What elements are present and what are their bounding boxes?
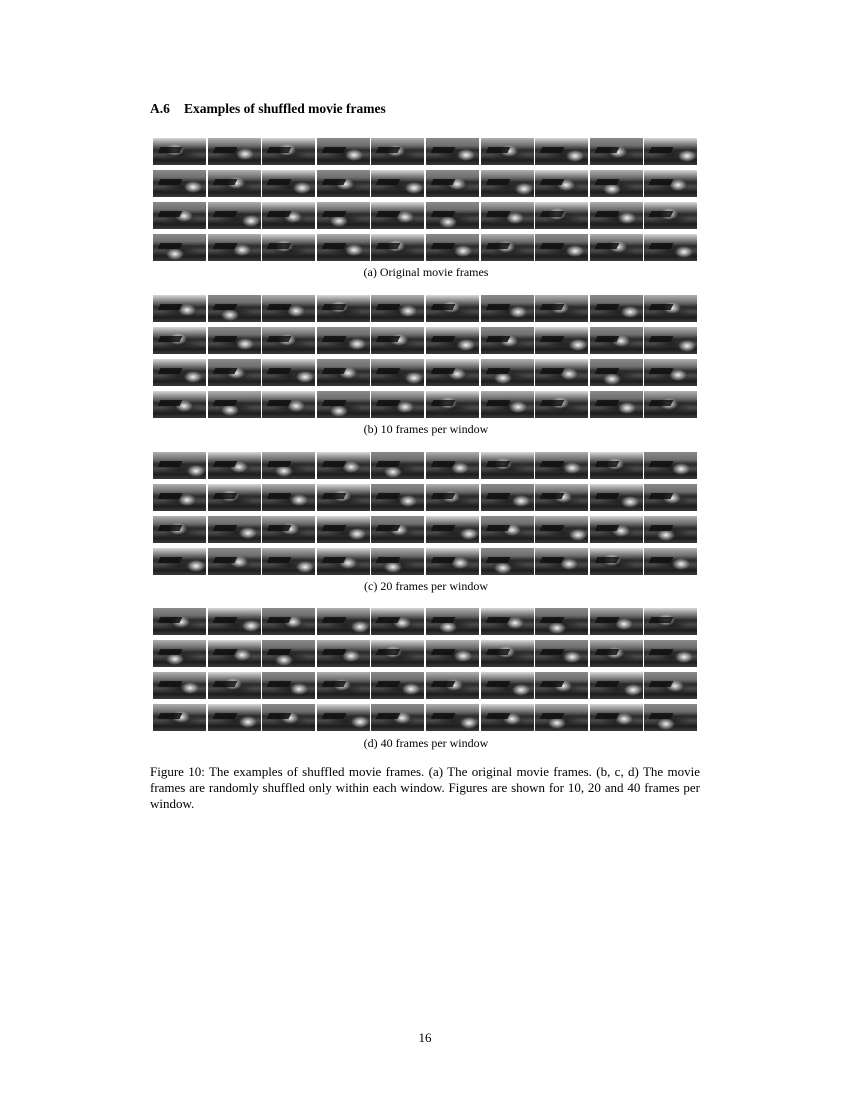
movie-frame [153, 608, 206, 635]
movie-frame [590, 295, 643, 322]
movie-frame [262, 452, 315, 479]
movie-frame [535, 234, 588, 261]
movie-frame [371, 640, 424, 667]
subfigure-caption [153, 265, 699, 280]
movie-frame [371, 391, 424, 418]
subfigure-label: (c) [364, 579, 378, 593]
movie-frame [590, 138, 643, 165]
movie-frame [208, 672, 261, 699]
movie-frame [481, 391, 534, 418]
movie-frame [590, 202, 643, 229]
movie-frame [426, 608, 479, 635]
movie-frame [317, 452, 370, 479]
movie-frame [644, 640, 697, 667]
movie-frame [426, 672, 479, 699]
movie-frame [208, 202, 261, 229]
movie-frame [590, 452, 643, 479]
movie-frame [371, 359, 424, 386]
filmstrip-row [153, 327, 699, 354]
movie-frame [371, 608, 424, 635]
movie-frame [590, 704, 643, 731]
movie-frame [371, 516, 424, 543]
movie-frame [481, 672, 534, 699]
subfigure-label: (a) [363, 265, 377, 279]
movie-frame [481, 608, 534, 635]
movie-frame [644, 608, 697, 635]
movie-frame [644, 484, 697, 511]
movie-frame [262, 484, 315, 511]
subfigure-caption-text: Original movie frames [379, 265, 489, 279]
movie-frame [317, 170, 370, 197]
movie-frame [426, 138, 479, 165]
movie-frame [644, 234, 697, 261]
movie-frame [371, 452, 424, 479]
movie-frame [208, 391, 261, 418]
section-number: A.6 [150, 101, 170, 116]
movie-frame [317, 295, 370, 322]
movie-frame [262, 202, 315, 229]
movie-frame [426, 202, 479, 229]
filmstrip-row [153, 295, 699, 322]
movie-frame [590, 170, 643, 197]
movie-frame [153, 138, 206, 165]
figure-caption: Figure 10: The examples of shuffled movie frames. (a) The original movie frames. (b, c, d) The movie frames are randomly shuffled only within each window. Figures are shown for 10, 20 and 40 frames per window. [150, 764, 700, 811]
movie-frame [426, 391, 479, 418]
movie-frame [590, 234, 643, 261]
movie-frame [262, 672, 315, 699]
movie-frame [590, 672, 643, 699]
movie-frame [535, 672, 588, 699]
movie-frame [535, 640, 588, 667]
movie-frame [262, 234, 315, 261]
movie-frame [535, 608, 588, 635]
movie-frame [644, 548, 697, 575]
movie-frame [208, 548, 261, 575]
movie-frame [153, 202, 206, 229]
filmstrip-row [153, 516, 699, 543]
movie-frame [426, 295, 479, 322]
movie-frame [644, 202, 697, 229]
movie-frame [208, 138, 261, 165]
movie-frame [153, 516, 206, 543]
movie-frame [317, 327, 370, 354]
movie-frame [153, 359, 206, 386]
filmstrip-row [153, 170, 699, 197]
movie-frame [153, 295, 206, 322]
movie-frame [426, 516, 479, 543]
movie-frame [535, 359, 588, 386]
movie-frame [317, 672, 370, 699]
movie-frame [481, 327, 534, 354]
page-number: 16 [418, 1030, 432, 1045]
movie-frame [644, 516, 697, 543]
movie-frame [590, 516, 643, 543]
movie-frame [317, 359, 370, 386]
movie-frame [208, 516, 261, 543]
movie-frame [371, 484, 424, 511]
movie-frame [644, 391, 697, 418]
movie-frame [535, 295, 588, 322]
filmstrip-row [153, 138, 699, 165]
movie-frame [481, 548, 534, 575]
filmstrip-row [153, 704, 699, 731]
movie-frame [426, 640, 479, 667]
filmstrip-row [153, 640, 699, 667]
movie-frame [535, 452, 588, 479]
movie-frame [317, 202, 370, 229]
movie-frame [644, 704, 697, 731]
movie-frame [153, 170, 206, 197]
movie-frame [426, 170, 479, 197]
movie-frame [153, 672, 206, 699]
movie-frame [590, 640, 643, 667]
movie-frame [371, 138, 424, 165]
movie-frame [481, 640, 534, 667]
filmstrip-row [153, 202, 699, 229]
filmstrip-row [153, 234, 699, 261]
movie-frame [590, 548, 643, 575]
movie-frame [481, 234, 534, 261]
movie-frame [481, 516, 534, 543]
movie-frame [644, 359, 697, 386]
movie-frame [481, 704, 534, 731]
movie-frame [208, 608, 261, 635]
movie-frame [535, 138, 588, 165]
movie-frame [426, 452, 479, 479]
subfigure-caption [153, 736, 699, 751]
subfigure-caption [153, 422, 699, 437]
movie-frame [317, 138, 370, 165]
movie-frame [644, 295, 697, 322]
movie-frame [426, 484, 479, 511]
movie-frame [644, 452, 697, 479]
movie-frame [262, 516, 315, 543]
movie-frame [590, 608, 643, 635]
movie-frame [371, 202, 424, 229]
movie-frame [317, 516, 370, 543]
movie-frame [426, 234, 479, 261]
movie-frame [153, 484, 206, 511]
filmstrip-row [153, 484, 699, 511]
movie-frame [317, 484, 370, 511]
movie-frame [153, 452, 206, 479]
movie-frame [426, 548, 479, 575]
movie-frame [262, 391, 315, 418]
movie-frame [535, 548, 588, 575]
movie-frame [371, 295, 424, 322]
movie-frame [208, 295, 261, 322]
movie-frame [371, 704, 424, 731]
movie-frame [481, 484, 534, 511]
movie-frame [644, 327, 697, 354]
movie-frame [590, 327, 643, 354]
movie-frame [535, 391, 588, 418]
movie-frame [262, 295, 315, 322]
movie-frame [590, 391, 643, 418]
movie-frame [317, 640, 370, 667]
movie-frame [371, 170, 424, 197]
movie-frame [153, 640, 206, 667]
movie-frame [371, 234, 424, 261]
movie-frame [371, 672, 424, 699]
movie-frame [317, 548, 370, 575]
filmstrip-row [153, 608, 699, 635]
movie-frame [262, 704, 315, 731]
movie-frame [535, 484, 588, 511]
movie-frame [535, 202, 588, 229]
movie-frame [371, 548, 424, 575]
movie-frame [262, 170, 315, 197]
movie-frame [481, 295, 534, 322]
movie-frame [590, 484, 643, 511]
movie-frame [208, 452, 261, 479]
movie-frame [153, 391, 206, 418]
subfigure-caption-text: 10 frames per window [380, 422, 489, 436]
movie-frame [317, 608, 370, 635]
movie-frame [262, 608, 315, 635]
movie-frame [208, 704, 261, 731]
subfigure-caption [153, 579, 699, 594]
subfigure-label: (b) [363, 422, 378, 436]
movie-frame [262, 548, 315, 575]
movie-frame [262, 359, 315, 386]
filmstrip-row [153, 672, 699, 699]
movie-frame [481, 138, 534, 165]
movie-frame [644, 672, 697, 699]
movie-frame [481, 202, 534, 229]
movie-frame [481, 359, 534, 386]
movie-frame [426, 704, 479, 731]
movie-frame [208, 640, 261, 667]
subfigure-caption-text: 40 frames per window [380, 736, 489, 750]
movie-frame [317, 704, 370, 731]
movie-frame [208, 484, 261, 511]
movie-frame [208, 170, 261, 197]
movie-frame [262, 640, 315, 667]
filmstrip-row [153, 391, 699, 418]
subfigure-label: (d) [363, 736, 378, 750]
section-heading [150, 101, 386, 117]
movie-frame [262, 327, 315, 354]
movie-frame [644, 138, 697, 165]
movie-frame [426, 359, 479, 386]
movie-frame [426, 327, 479, 354]
movie-frame [317, 234, 370, 261]
movie-frame [535, 704, 588, 731]
movie-frame [208, 359, 261, 386]
filmstrip-row [153, 452, 699, 479]
movie-frame [262, 138, 315, 165]
subfigure-caption-text: 20 frames per window [380, 579, 488, 593]
movie-frame [535, 170, 588, 197]
movie-frame [481, 452, 534, 479]
movie-frame [317, 391, 370, 418]
movie-frame [153, 548, 206, 575]
movie-frame [153, 327, 206, 354]
movie-frame [208, 234, 261, 261]
movie-frame [153, 704, 206, 731]
movie-frame [153, 234, 206, 261]
movie-frame [371, 327, 424, 354]
section-title: Examples of shuffled movie frames [184, 101, 386, 116]
movie-frame [535, 516, 588, 543]
movie-frame [481, 170, 534, 197]
filmstrip-row [153, 359, 699, 386]
movie-frame [644, 170, 697, 197]
movie-frame [208, 327, 261, 354]
movie-frame [535, 327, 588, 354]
movie-frame [590, 359, 643, 386]
filmstrip-row [153, 548, 699, 575]
